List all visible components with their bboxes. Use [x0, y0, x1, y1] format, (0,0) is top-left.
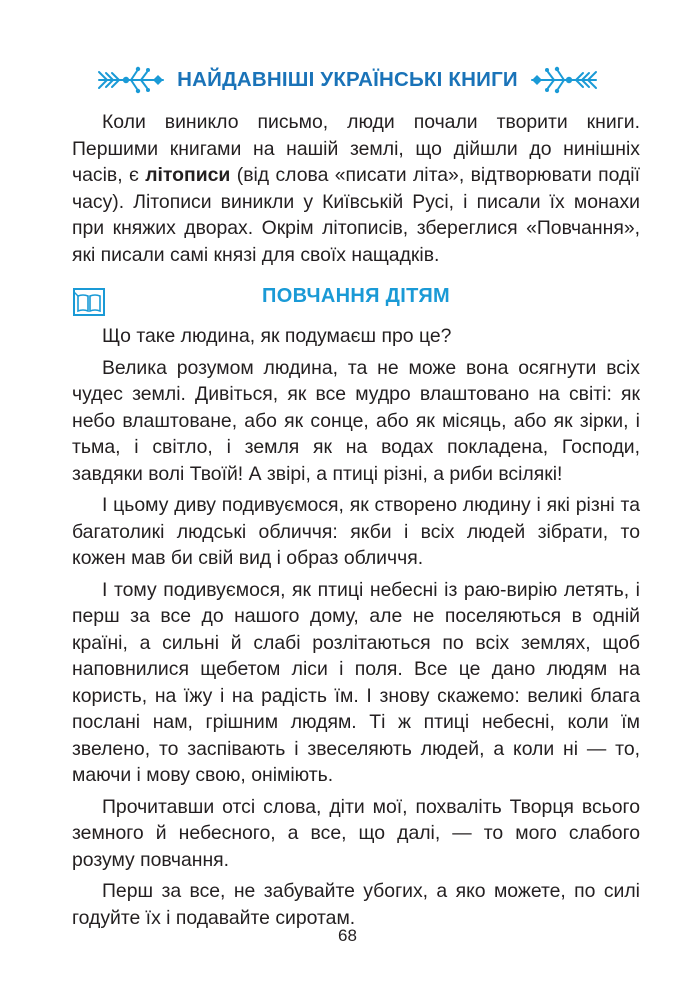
story-paragraph: Перш за все, не забувайте убогих, а яко можете, по силі годуйте їх і подавайте сиротам. [72, 880, 640, 929]
section-heading: НАЙДАВНІШІ УКРАЇНСЬКІ КНИГИ [177, 68, 518, 91]
story-paragraph: Велика розумом людина, та не може вона осягнути всіх чудес землі. Дивіться, як все мудро влаштовано на світі: як небо влаштоване, або як сонце, або як місяць, або як зірки, і тьма, і світло, і земля як на водах покладена, Господи, завдяки волі Твоїй! А звірі, а птиці різні, а риби всілякі! [72, 356, 640, 485]
intro-text-end: (від слова «писати літа», відтворювати події часу). Літописи виникли у Київській Русі, і писали їх монахи при княжих дворах. Окрім літописів, збереглися «Повчання», які писали самі князі для своїх нащадків. [72, 164, 640, 266]
story-paragraph: І тому подивуємося, як птиці небесні із раю-вирію летять, і перш за все до нашого дому, але не поселяються в одній країні, а сильні й слабі розлітаються по всіх землях, щоб наповнилися щебетом ліси і поля. Все це дано людям на користь, на їжу і на радість їм. І знову скажемо: великі блага послані нам, грішним людям. Ті ж птиці небесні, коли їм звелено, то заспівають і звеселяють людей, а коли ні — то, маючи і мову свою, оніміють. [72, 578, 640, 786]
story-paragraph: Що таке людина, як подумаєш про це? [102, 325, 452, 347]
intro-text [72, 109, 640, 268]
story-paragraph: І цьому диву подивуємося, як створено людину і які різні та багатоликі людські обличчя: якби і всіх людей зібрати, то кожен мав би свій вид і образ обличчя. [72, 494, 640, 569]
section-heading-row [0, 62, 695, 98]
left-ornament-icon [97, 62, 165, 98]
story-paragraph: Прочитавши отсі слова, діти мої, похваліть Творця всього земного й небесного, а все, що далі, — то мого слабого розуму повчання. [72, 795, 640, 871]
right-ornament-icon [530, 62, 598, 98]
intro-bold-term: літописи [145, 164, 231, 186]
intro-text-start: Коли виникло письмо, люди почали творити книги. Першими книгами на нашій землі, що дійшли до нинішніх часів, є [72, 111, 640, 186]
story-text [72, 323, 640, 936]
page-number: 68 [338, 926, 357, 945]
intro-paragraph [72, 109, 640, 268]
story-title: ПОВЧАННЯ ДІТЯМ [262, 285, 450, 307]
